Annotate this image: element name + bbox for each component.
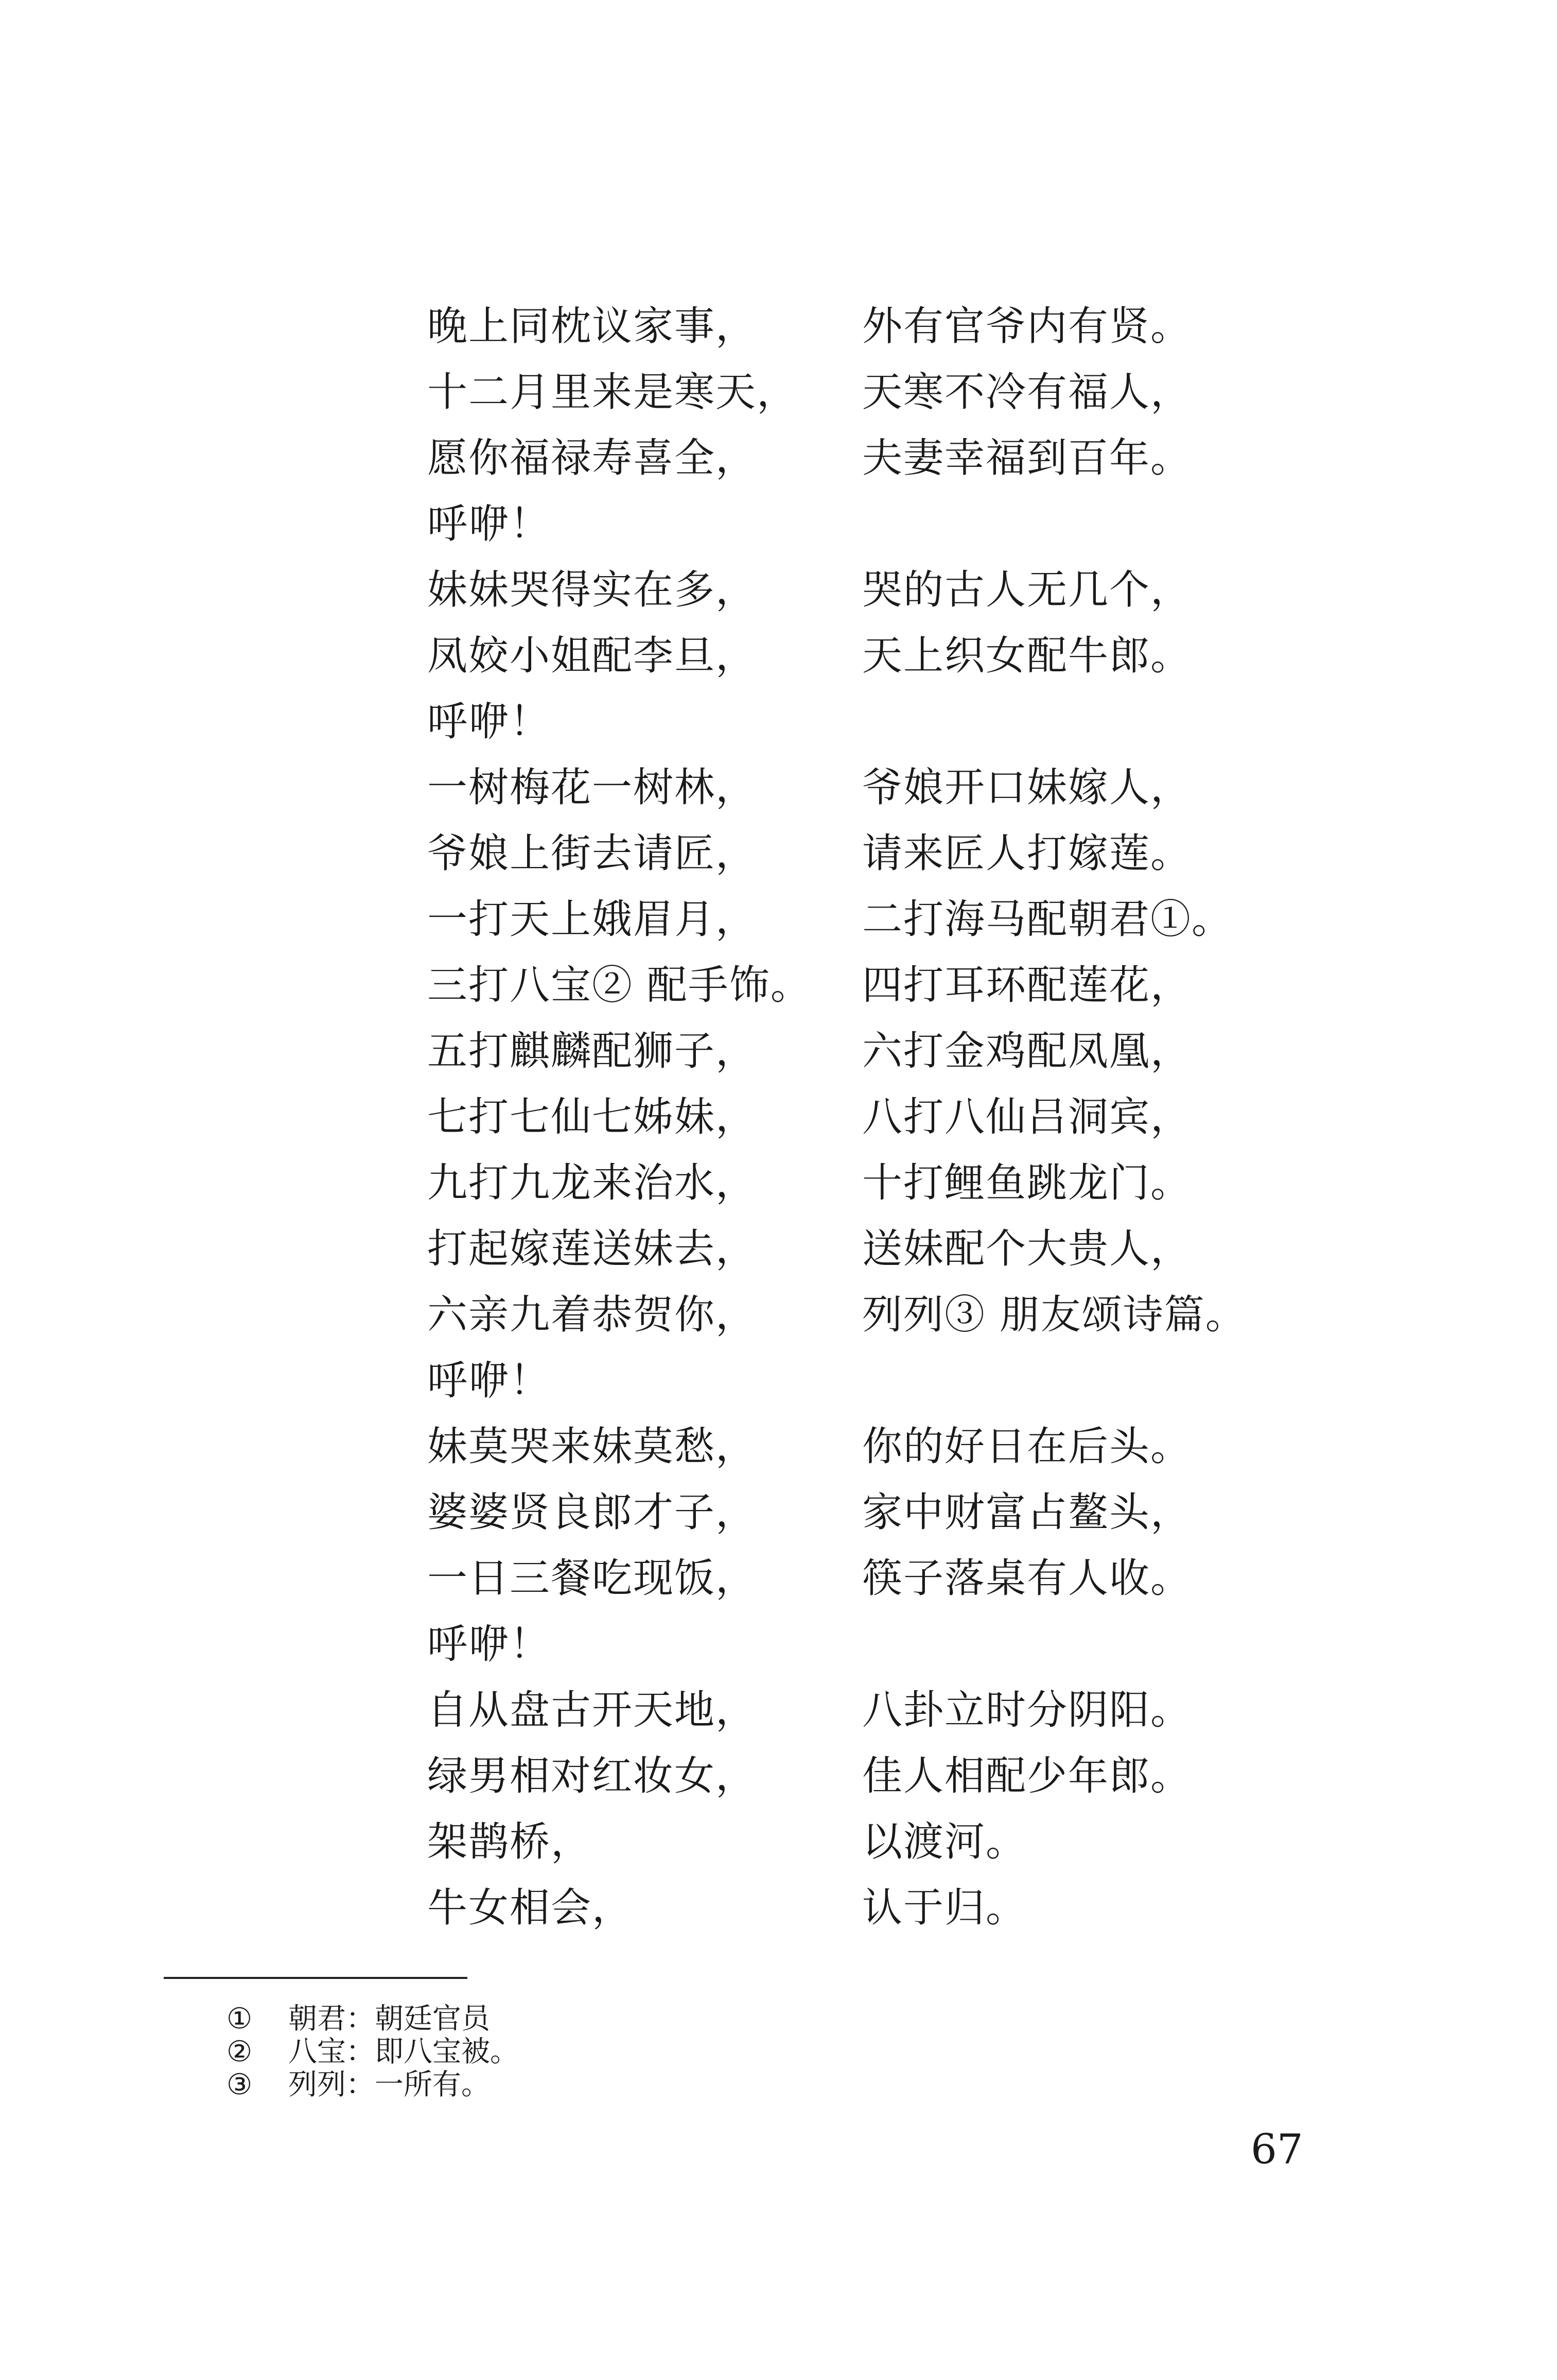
poem-line xyxy=(427,1282,1302,1348)
poem-line-first-half: 一日三餐吃现饭， xyxy=(427,1555,757,1602)
poem-refrain xyxy=(427,491,1302,557)
poem-line-first-half: 九打九龙来治水， xyxy=(427,1160,757,1206)
poem-line-second-half: 筷子落桌有人收。 xyxy=(862,1555,1192,1602)
footnote xyxy=(226,2069,947,2101)
refrain-text: 呼咿！ xyxy=(427,1621,551,1667)
poem-line-first-half: 自从盘古开天地， xyxy=(427,1687,757,1733)
poem-line-second-half: 八卦立时分阴阳。 xyxy=(862,1687,1192,1733)
poem-line-first-half: 一树梅花一树林， xyxy=(427,765,757,811)
poem-refrain xyxy=(427,689,1302,755)
poem-line-second-half: 你的好日在后头。 xyxy=(862,1423,1192,1470)
poem-line-first-half: 一打天上娥眉月， xyxy=(427,896,757,943)
poem-line xyxy=(427,1677,1302,1743)
refrain-text: 呼咿！ xyxy=(427,699,551,745)
footnote xyxy=(226,2036,947,2069)
poem-line-second-half: 天上织女配牛郎。 xyxy=(862,633,1192,679)
poem-line xyxy=(427,1545,1302,1611)
poem-line-first-half: 十二月里来是寒天， xyxy=(427,369,798,415)
poem-line xyxy=(427,1743,1302,1809)
poem-line xyxy=(427,557,1302,623)
poem-line xyxy=(427,952,1302,1018)
poem-line-first-half: 婆婆贤良郎才子， xyxy=(427,1489,757,1536)
poem-line xyxy=(427,1809,1302,1875)
poem-line xyxy=(427,1875,1302,1941)
footnote xyxy=(226,2003,947,2036)
poem-line-second-half: 外有官爷内有贤。 xyxy=(862,303,1192,350)
poem-line-first-half: 三打八宝② 配手饰。 xyxy=(427,962,812,1009)
footnote-marker: ③ xyxy=(226,2068,253,2101)
poem-line-second-half: 佳人相配少年郎。 xyxy=(862,1753,1192,1799)
poem-line xyxy=(427,1480,1302,1545)
poem-line-first-half: 牛女相会， xyxy=(427,1885,634,1931)
poem-refrain xyxy=(427,1611,1302,1677)
poem-line-second-half: 四打耳环配莲花， xyxy=(862,962,1192,1009)
refrain-text: 呼咿！ xyxy=(427,501,551,547)
poem-line-second-half: 天寒不冷有福人， xyxy=(862,369,1192,415)
footnote-text: 八宝：即八宝被。 xyxy=(288,2035,519,2069)
poem-line-first-half: 晚上同枕议家事， xyxy=(427,303,757,350)
footnote-marker: ① xyxy=(226,2002,253,2036)
poem-line-first-half: 妹莫哭来妹莫愁， xyxy=(427,1423,757,1470)
poem-line-first-half: 五打麒麟配狮子， xyxy=(427,1028,757,1074)
poem-line-first-half: 七打七仙七姊妹， xyxy=(427,1094,757,1140)
poem-line-second-half: 认于归。 xyxy=(862,1885,1027,1931)
poem-line-second-half: 十打鲤鱼跳龙门。 xyxy=(862,1160,1192,1206)
poem-line-second-half: 家中财富占鳌头， xyxy=(862,1489,1192,1536)
poem-line-first-half: 凤姣小姐配李旦， xyxy=(427,633,757,679)
footnote-text: 列列：一所有。 xyxy=(288,2068,490,2101)
poem-line xyxy=(427,1150,1302,1216)
footnote-text: 朝君：朝廷官员 xyxy=(288,2002,490,2036)
poem-line-second-half: 夫妻幸福到百年。 xyxy=(862,435,1192,481)
poem-line xyxy=(427,821,1302,887)
poem-line-second-half: 八打八仙吕洞宾， xyxy=(862,1094,1192,1140)
poem-line-first-half: 六亲九着恭贺你， xyxy=(427,1292,757,1338)
poem-line-second-half: 爷娘开口妹嫁人， xyxy=(862,765,1192,811)
poem-line-second-half: 六打金鸡配凤凰， xyxy=(862,1028,1192,1074)
poem-line xyxy=(427,1018,1302,1084)
footnote-marker: ② xyxy=(226,2035,253,2069)
poem-line xyxy=(427,887,1302,952)
poem-line xyxy=(427,1084,1302,1150)
poem-line-second-half: 哭的古人无几个， xyxy=(862,567,1192,613)
poem-body xyxy=(427,293,1302,1941)
poem-line-second-half: 列列③ 朋友颂诗篇。 xyxy=(862,1292,1247,1338)
poem-line-first-half: 妹妹哭得实在多， xyxy=(427,567,757,613)
poem-line-first-half: 爷娘上街去请匠， xyxy=(427,830,757,877)
poem-line xyxy=(427,1414,1302,1480)
poem-line-first-half: 绿男相对红妆女， xyxy=(427,1753,757,1799)
poem-line xyxy=(427,293,1302,359)
footnotes xyxy=(226,2003,947,2101)
poem-line-second-half: 送妹配个大贵人， xyxy=(862,1226,1192,1272)
page-number: 67 xyxy=(1251,2125,1303,2173)
poem-line-second-half: 请来匠人打嫁莲。 xyxy=(862,830,1192,877)
poem-line xyxy=(427,623,1302,689)
poem-line-first-half: 打起嫁莲送妹去， xyxy=(427,1226,757,1272)
poem-line xyxy=(427,425,1302,491)
refrain-text: 呼咿！ xyxy=(427,1358,551,1404)
poem-line-second-half: 二打海马配朝君①。 xyxy=(862,896,1233,943)
poem-line-first-half: 架鹊桥， xyxy=(427,1819,592,1865)
poem-line-first-half: 愿你福禄寿喜全， xyxy=(427,435,757,481)
poem-line xyxy=(427,1216,1302,1282)
poem-line-second-half: 以渡河。 xyxy=(862,1819,1027,1865)
poem-line xyxy=(427,359,1302,425)
poem-refrain xyxy=(427,1348,1302,1414)
poem-line xyxy=(427,755,1302,821)
footnote-divider xyxy=(164,1977,467,1979)
